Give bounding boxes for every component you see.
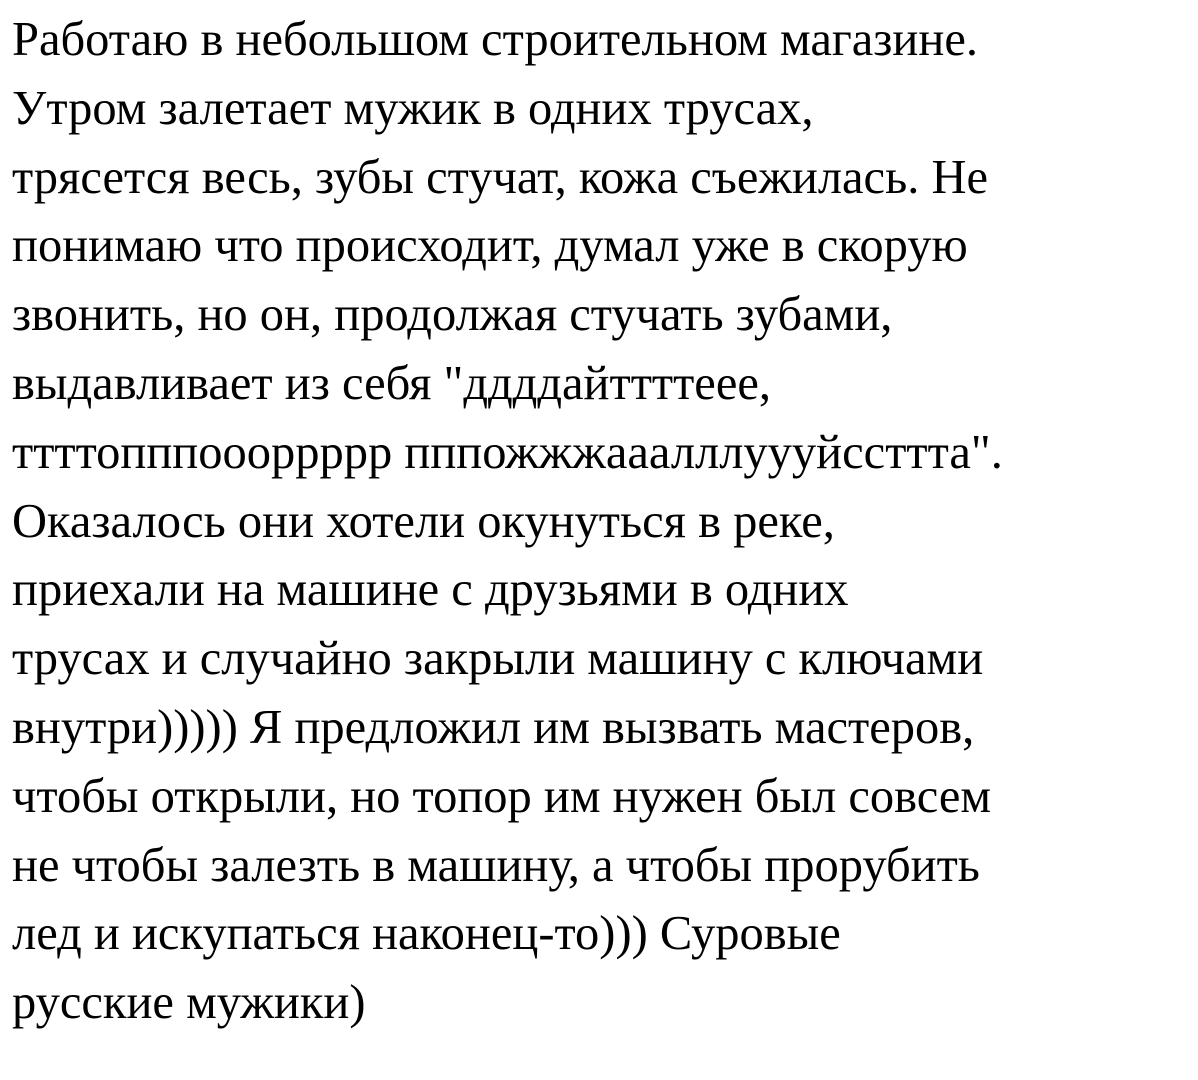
story-line: приехали на машине с друзьями в одних [12, 563, 849, 617]
story-line: Оказалось они хотели окунуться в реке, [12, 494, 835, 548]
story-line: Утром залетает мужик в одних трусах, [12, 81, 814, 135]
story-line: выдавливает из себя "ддддайттттеее, [12, 356, 771, 410]
story-line: Работаю в небольшом строительном магазине. [12, 13, 978, 66]
story-line: лед и искупаться наконец-то))) Суровые [12, 907, 841, 961]
story-line: звонить, но он, продолжая стучать зубами, [12, 288, 893, 342]
story-line: внутри))))) Я предложил им вызвать мастеров, [12, 700, 975, 754]
story-line: понимаю что происходит, думал уже в скорую [12, 219, 968, 273]
story-line: трясется весь, зубы стучат, кожа съежилась. Не [12, 150, 988, 204]
story-line: не чтобы залезть в машину, а чтобы прорубить [12, 838, 980, 892]
story-text [12, 6, 1198, 1038]
story-line: русские мужики) [12, 976, 366, 1030]
story-line: ттттопппоооррррр пппожжжааалллуууйссттта". [12, 425, 1003, 479]
story-line: трусах и случайно закрыли машину с ключами [12, 632, 984, 686]
story-line: чтобы открыли, но топор им нужен был совсем [12, 769, 992, 823]
